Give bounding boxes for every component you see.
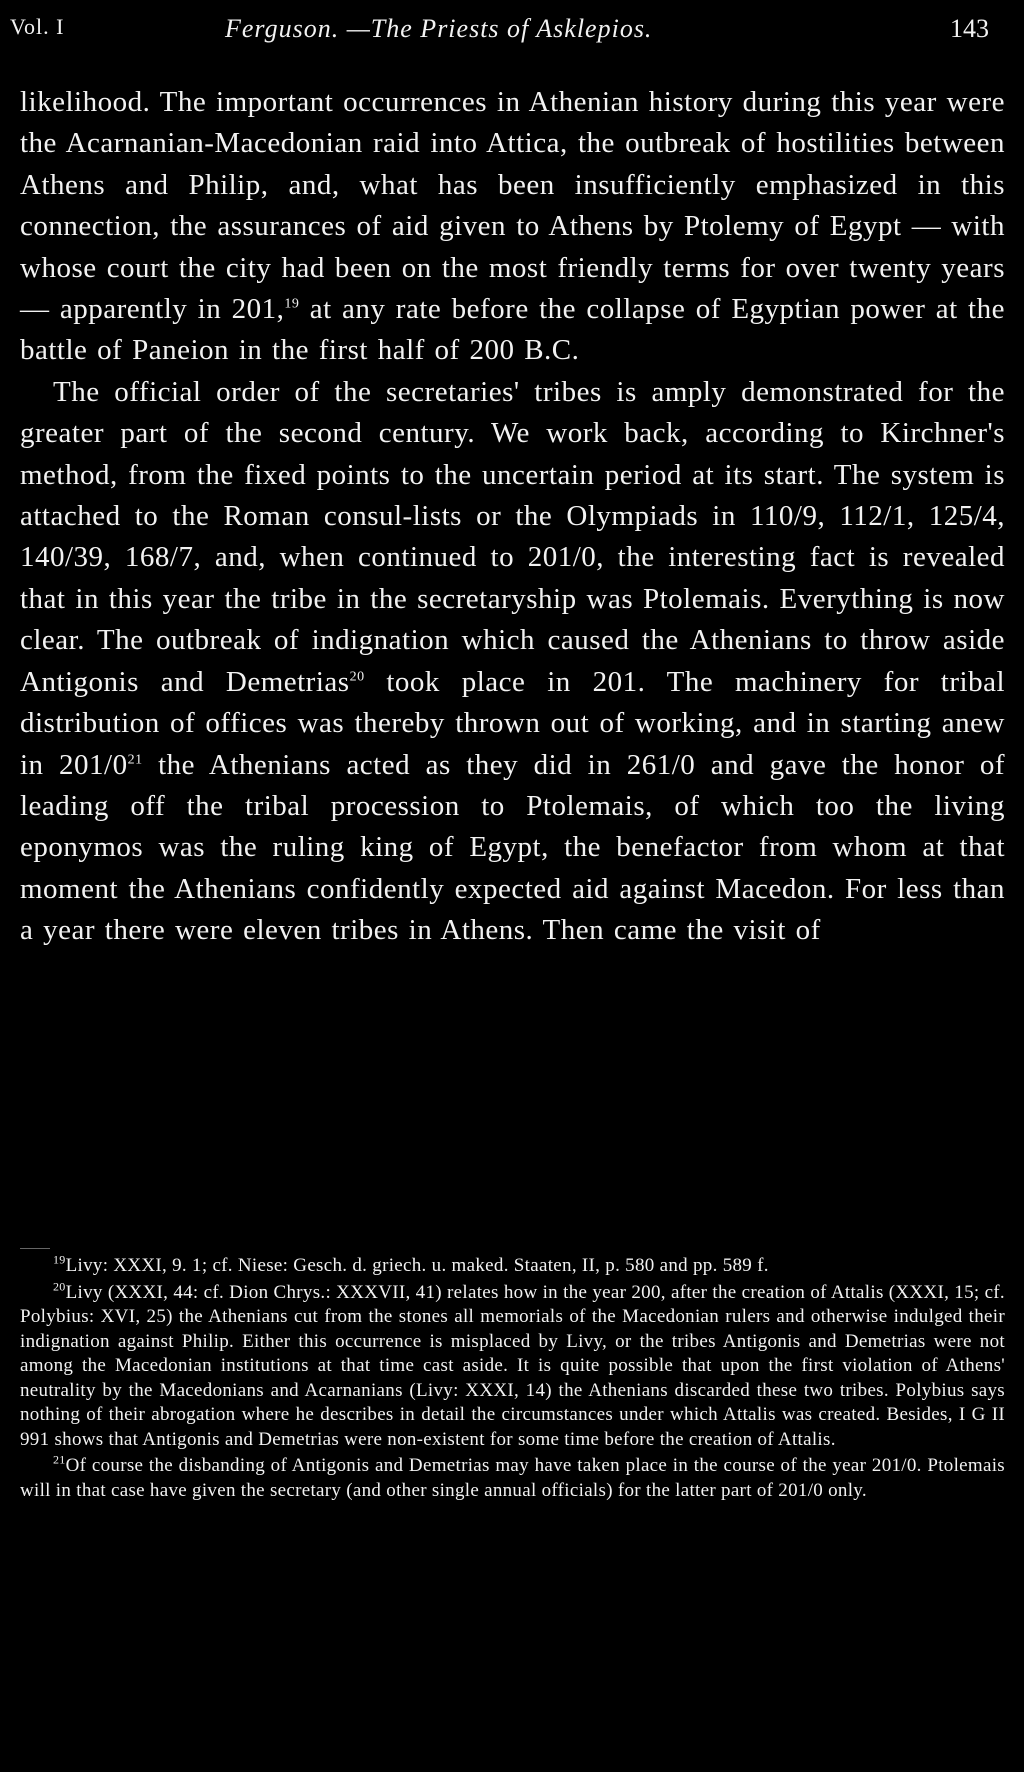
footnote-20-text: Livy (XXXI, 44: cf. Dion Chrys.: XXXVII, 41) relates how in the year 200, after the creation of Attalis (XXXI, 15; cf. Polybius: XVI, 25) the Athenians cut from the stones all memorials of the Macedonian rulers and otherwise indulged their indignation against Philip. Either this occurrence is misplaced by Livy, or the tribes Antigonis and Demetrias were not among the Macedonian institutions at that time cast aside. It is quite possible that upon the first violation of Athens' neutrality by the Macedonians and Acarnanians (Livy: XXXI, 14) the Athenians discarded these two tribes. Polybius says nothing of their abrogation where he describes in detail the circumstances under which Attalis was created. Besides, I G II 991 shows that Antigonis and Demetrias were non-existent for some time before the creation of Attalis. (20, 1281, 1005, 1450)
footnote-ref-19: 19 (284, 296, 300, 312)
paragraph-2-text-c: the Athenians acted as they did in 261/0 and gave the honor of leading off the tribal procession to Ptolemais, of which too the living eponymos was the ruling king of Egypt, the benefactor from whom at that moment the Athenians confidently expected aid against Macedon. For less than a year there were eleven tribes in Athens. Then came the visit of (20, 748, 1005, 947)
paragraph-1-text-a: likelihood. The important occurrences in Athenian history during this year were the Acarnanian-Macedonian raid into Attica, the outbreak of hostilities between Athens and Philip, and, what has been insufficiently emphasized in this connection, the assurances of aid given to Athens by Ptolemy of Egypt — with whose court the city had been on the most friendly terms for over twenty years — apparently in 201, (20, 86, 1005, 326)
footnote-ref-21: 21 (127, 751, 143, 767)
running-title: Ferguson. —The Priests of Asklepios. (225, 14, 653, 43)
paragraph-2-text-a: The official order of the secretaries' tribes is amply demonstrated for the greater part of the second century. We work back, according to Kirchner's method, from the fixed points to the uncertain period at its start. The system is attached to the Roman consul-lists or the Olympiads in 110/9, 112/1, 125/4, 140/39, 168/7, and, when continued to 201/0, the interesting fact is revealed that in this year the tribe in the secretaryship was Ptolemais. Everything is now clear. The outbreak of indignation which caused the Athenians to throw aside Antigonis and Demetrias (20, 375, 1005, 698)
footnote-21-number: 21 (53, 1452, 66, 1467)
footnote-ref-20: 20 (349, 669, 365, 685)
page-number: 143 (950, 14, 989, 43)
paragraph-2-text-b: took place in 201. The machinery for tribal distribution of offices was thereby thrown out of working, and in starting anew in 201/0 (20, 665, 1005, 781)
footnote-20-number: 20 (53, 1279, 66, 1294)
paragraph-1-text-b: at any rate before the collapse of Egyptian power at the battle of Paneion in the first half of 200 B.C. (20, 293, 1005, 367)
footnote-19 (20, 1254, 1005, 1279)
footnote-rule (20, 1248, 50, 1249)
running-header (0, 14, 1024, 54)
footnote-21-text: Of course the disbanding of Antigonis and Demetrias may have taken place in the course of the year 201/0. Ptolemais will in that case have given the secretary (and other single annual officials) for the latter part of 201/0 only. (20, 1455, 1005, 1501)
footnote-19-number: 19 (53, 1252, 66, 1267)
footnote-21 (20, 1454, 1005, 1503)
paragraph-1 (20, 82, 1005, 372)
footnote-20 (20, 1281, 1005, 1453)
volume-label: Vol. I (10, 14, 65, 39)
footnote-19-text: Livy: XXXI, 9. 1; cf. Niese: Gesch. d. griech. u. maked. Staaten, II, p. 580 and pp. 589 f. (65, 1255, 769, 1276)
paragraph-2 (20, 372, 1005, 952)
footnotes (20, 1254, 1005, 1505)
main-text (20, 82, 1005, 952)
